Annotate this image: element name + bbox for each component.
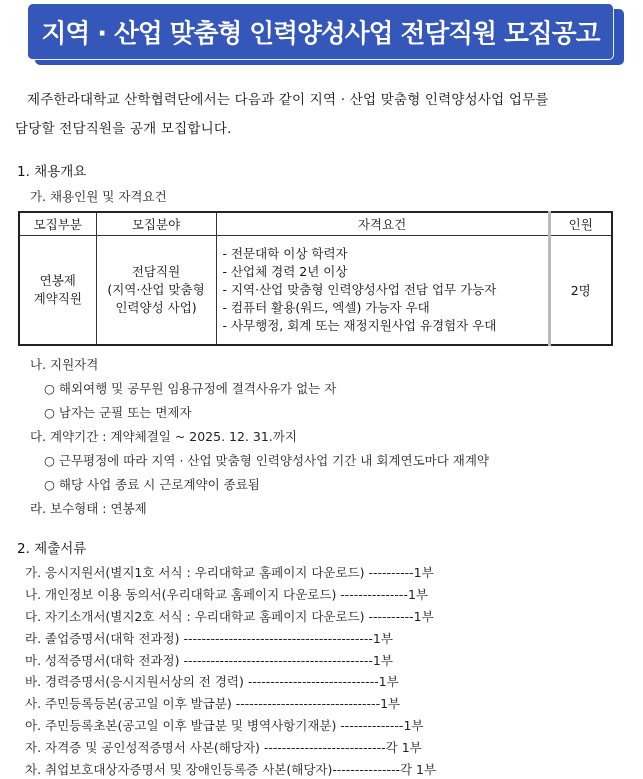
table-header-row xyxy=(19,212,612,236)
qualification-item: - 컴퓨터 활용(워드, 엑셀) 가능자 우대 xyxy=(222,300,430,315)
header-field: 모집분야 xyxy=(96,212,216,236)
qualification-item: - 지역·산업 맞춤형 인력양성사업 전담 업무 가능자 xyxy=(222,282,497,297)
header-count: 인원 xyxy=(549,212,612,236)
document-item: 아. 주민등록초본(공고일 이후 발급분 및 병역사항기재분) --------------1부 xyxy=(25,718,424,734)
division-line-1: 연봉제 xyxy=(39,273,76,288)
document-item: 라. 졸업증명서(대학 전과정) ------------------------------------------1부 xyxy=(25,630,393,646)
document-item: 다. 자기소개서(별지2호 서식 : 우리대학교 홈페이지 다운로드) ----------1부 xyxy=(25,608,434,624)
document-item: 바. 경력증명서(응시지원서상의 전 경력) -----------------------------1부 xyxy=(25,674,399,690)
header-qualifications: 자격요건 xyxy=(216,212,549,236)
document-item: 마. 성적증명서(대학 전과정) ------------------------------------------1부 xyxy=(25,652,393,668)
da-bullet-2: ○ 해당 사업 종료 시 근로계약이 종료됨 xyxy=(44,477,260,492)
subsection-ga: 가. 채용인원 및 자격요건 xyxy=(30,189,167,204)
document-item: 나. 개인정보 이용 동의서(우리대학교 홈페이지 다운로드) ---------------1부 xyxy=(25,586,428,602)
na-bullet-1: ○ 해외여행 및 공무원 임용규정에 결격사유가 없는 자 xyxy=(44,381,337,396)
title-banner xyxy=(28,4,614,60)
subsection-na: 나. 지원자격 xyxy=(30,357,99,372)
table-row xyxy=(19,236,612,346)
field-line-2: (지역·산업 맞춤형 xyxy=(107,282,205,297)
qualification-item: - 전문대학 이상 학력자 xyxy=(222,246,348,261)
intro-paragraph xyxy=(15,86,635,144)
recruitment-table xyxy=(18,211,613,346)
field-line-1: 전담직원 xyxy=(131,264,181,279)
division-line-2: 계약직원 xyxy=(33,291,82,306)
cell-count: 2명 xyxy=(549,236,612,346)
section-1-heading: 1. 채용개요 xyxy=(17,164,87,180)
intro-line-2: 담당할 전담직원을 공개 모집합니다. xyxy=(15,121,232,137)
section-2-heading: 2. 제출서류 xyxy=(17,541,87,557)
header-division: 모집부분 xyxy=(19,212,96,236)
field-line-3: 인력양성 사업) xyxy=(115,300,197,315)
na-bullet-2: ○ 남자는 군필 또는 면제자 xyxy=(44,405,192,420)
page-title: 지역 · 산업 맞춤형 인력양성사업 전담직원 모집공고 xyxy=(41,19,600,49)
document-item: 차. 취업보호대상자증명서 및 장애인등록증 사본(해당자)---------------각 1부 xyxy=(25,762,437,777)
cell-qualifications xyxy=(216,236,549,346)
qualification-item: - 산업체 경력 2년 이상 xyxy=(222,264,348,279)
intro-line-1: 제주한라대학교 산학협력단에서는 다음과 같이 지역 · 산업 맞춤형 인력양성사업 업무를 xyxy=(27,92,549,108)
document-item: 사. 주민등록등본(공고일 이후 발급분) --------------------------------1부 xyxy=(25,696,401,712)
da-bullet-1: ○ 근무평정에 따라 지역 · 산업 맞춤형 인력양성사업 기간 내 회계연도마다 재계약 xyxy=(44,453,489,468)
cell-division xyxy=(19,236,96,346)
document-item: 가. 응시지원서(별지1호 서식 : 우리대학교 홈페이지 다운로드) ----------1부 xyxy=(25,565,434,580)
qualification-item: - 사무행정, 회계 또는 재정지원사업 유경험자 우대 xyxy=(222,318,497,333)
document-item: 자. 자격증 및 공인성적증명서 사본(해당자) ---------------------------각 1부 xyxy=(25,740,422,756)
subsection-ra: 라. 보수형태 : 연봉제 xyxy=(30,501,147,516)
subsection-da: 다. 계약기간 : 계약체결일 ~ 2025. 12. 31.까지 xyxy=(30,429,297,444)
cell-field xyxy=(96,236,216,346)
